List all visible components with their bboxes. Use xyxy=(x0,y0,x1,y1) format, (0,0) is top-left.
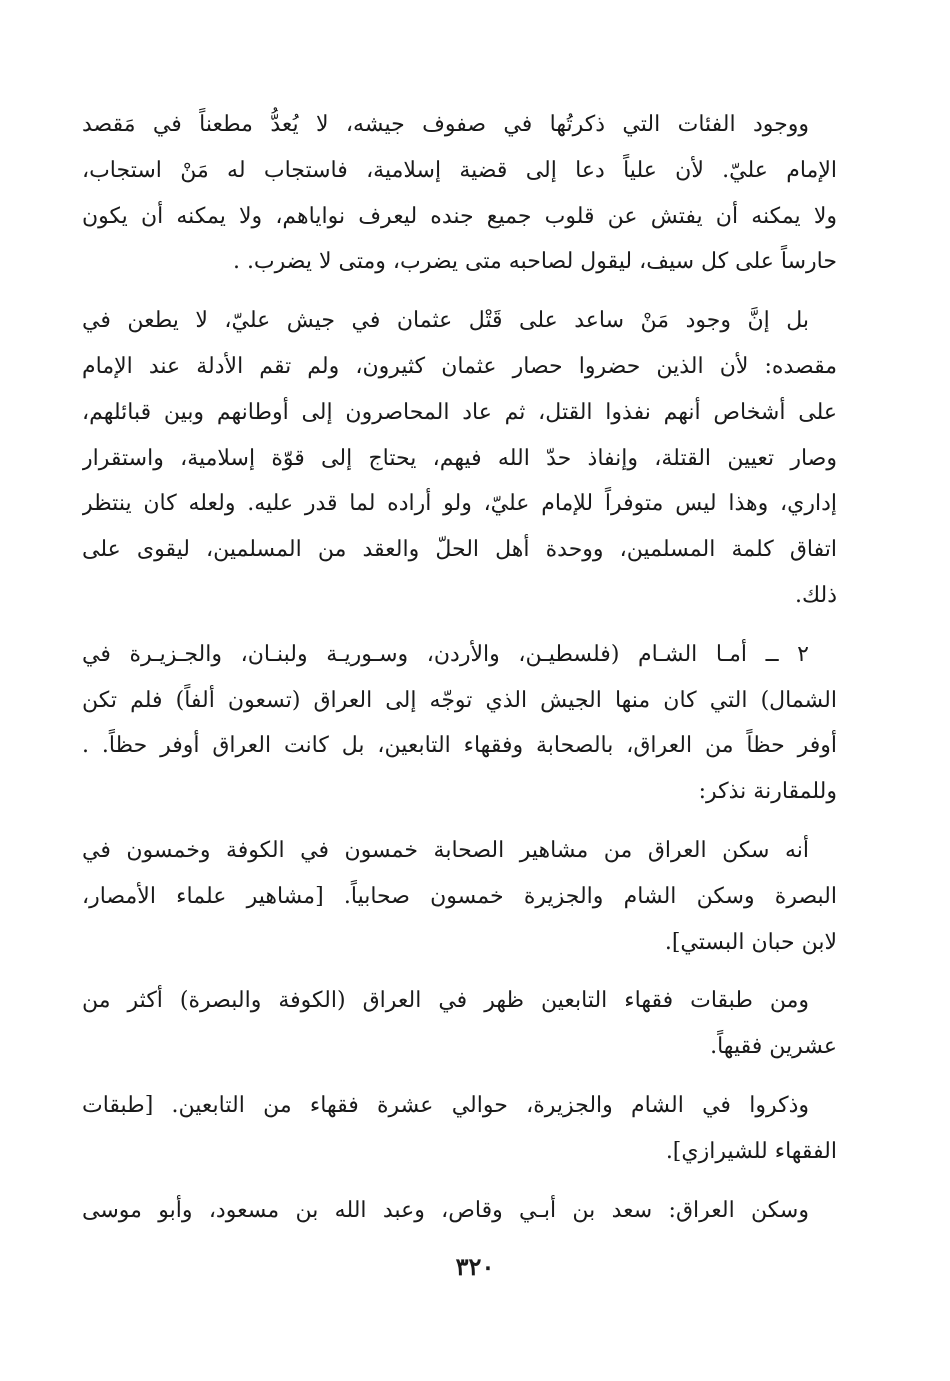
paragraph xyxy=(82,978,837,1070)
text-line: لابن حبان البستي]. xyxy=(664,929,837,955)
text-line: ولا يمكنه أن يفتش عن قلوب جميع جنده ليعرف نواياهم، ولا يمكنه أن يكون xyxy=(82,203,837,229)
paragraph xyxy=(82,102,837,285)
text-line: على أشخاص أنهم نفذوا القتل، ثم عاد المحاصرون إلى أوطانهم وبين قبائلهم، xyxy=(82,399,837,425)
text-line: وصار تعيين القتلة، وإنفاذ حدّ الله فيهم، يحتاج إلى قوّة إسلامية، واستقرار xyxy=(82,445,837,471)
text-line: الفقهاء للشيرازي]. xyxy=(665,1138,837,1164)
paragraph xyxy=(82,1188,837,1234)
text-line: البصرة وسكن الشام والجزيرة خمسون صحابياً. [مشاهير علماء الأمصار، xyxy=(82,883,837,909)
text-line: حارساً على كل سيف، ليقول لصاحبه متى يضرب، ومتى لا يضرب. . xyxy=(232,249,837,275)
paragraph xyxy=(82,632,837,815)
page-number: ٣٢٠ xyxy=(455,1252,495,1281)
text-line: وذكروا في الشام والجزيرة، حوالي عشرة فقهاء من التابعين. [طبقات xyxy=(82,1092,809,1118)
text-line: اتفاق كلمة المسلمين، ووحدة أهل الحلّ والعقد من المسلمين، ليقوى على xyxy=(82,537,837,563)
text-line: ومن طبقات فقهاء التابعين ظهر في العراق (الكوفة والبصرة) أكثر من xyxy=(82,988,809,1014)
text-line: الشمال) التي كان منها الجيش الذي توجّه إلى العراق (تسعون ألفاً) فلم تكن xyxy=(82,687,837,713)
text-line: مقصده: لأن الذين حضروا حصار عثمان كثيرون، ولم تقم الأدلة عند الإمام xyxy=(82,353,837,379)
text-line: ٢ ــ أمـا الشـام (فلسطيـن، والأردن، وسـوريـة ولبنـان، والجـزيـرة في xyxy=(82,641,809,667)
text-line: بل إنَّ وجود مَنْ ساعد على قَتْل عثمان في جيش عليّ، لا يطعن في xyxy=(82,308,809,334)
paragraph xyxy=(82,1083,837,1175)
text-line: ووجود الفئات التي ذكرتُها في صفوف جيشه، لا يُعدُّ مطعناً في مَقصد xyxy=(82,112,809,137)
paragraph xyxy=(82,828,837,965)
text-line: أنه سكن العراق من مشاهير الصحابة خمسون في الكوفة وخمسون في xyxy=(82,837,809,863)
text-line: أوفر حظاً من العراق، بالصحابة وفقهاء التابعين، بل كانت العراق أوفر حظاً. . xyxy=(82,733,837,759)
text-line: عشرين فقيهاً. xyxy=(710,1034,837,1060)
text-line: إداري، وهذا ليس متوفراً للإمام عليّ، ولو أراده لما قدر عليه. ولعله كان ينتظر xyxy=(82,491,837,517)
text-line: ذلك. xyxy=(794,582,837,608)
text-line: وللمقارنة نذكر: xyxy=(698,779,837,805)
paragraph xyxy=(82,298,837,619)
body-text xyxy=(82,102,837,1246)
text-line: الإمام عليّ. لأن علياً دعا إلى قضية إسلامية، فاستجاب له مَنْ استجاب، xyxy=(82,157,837,183)
text-line: وسكن العراق: سعد بن أبـي وقاص، وعبد الله بن مسعود، وأبو موسى xyxy=(82,1197,809,1223)
